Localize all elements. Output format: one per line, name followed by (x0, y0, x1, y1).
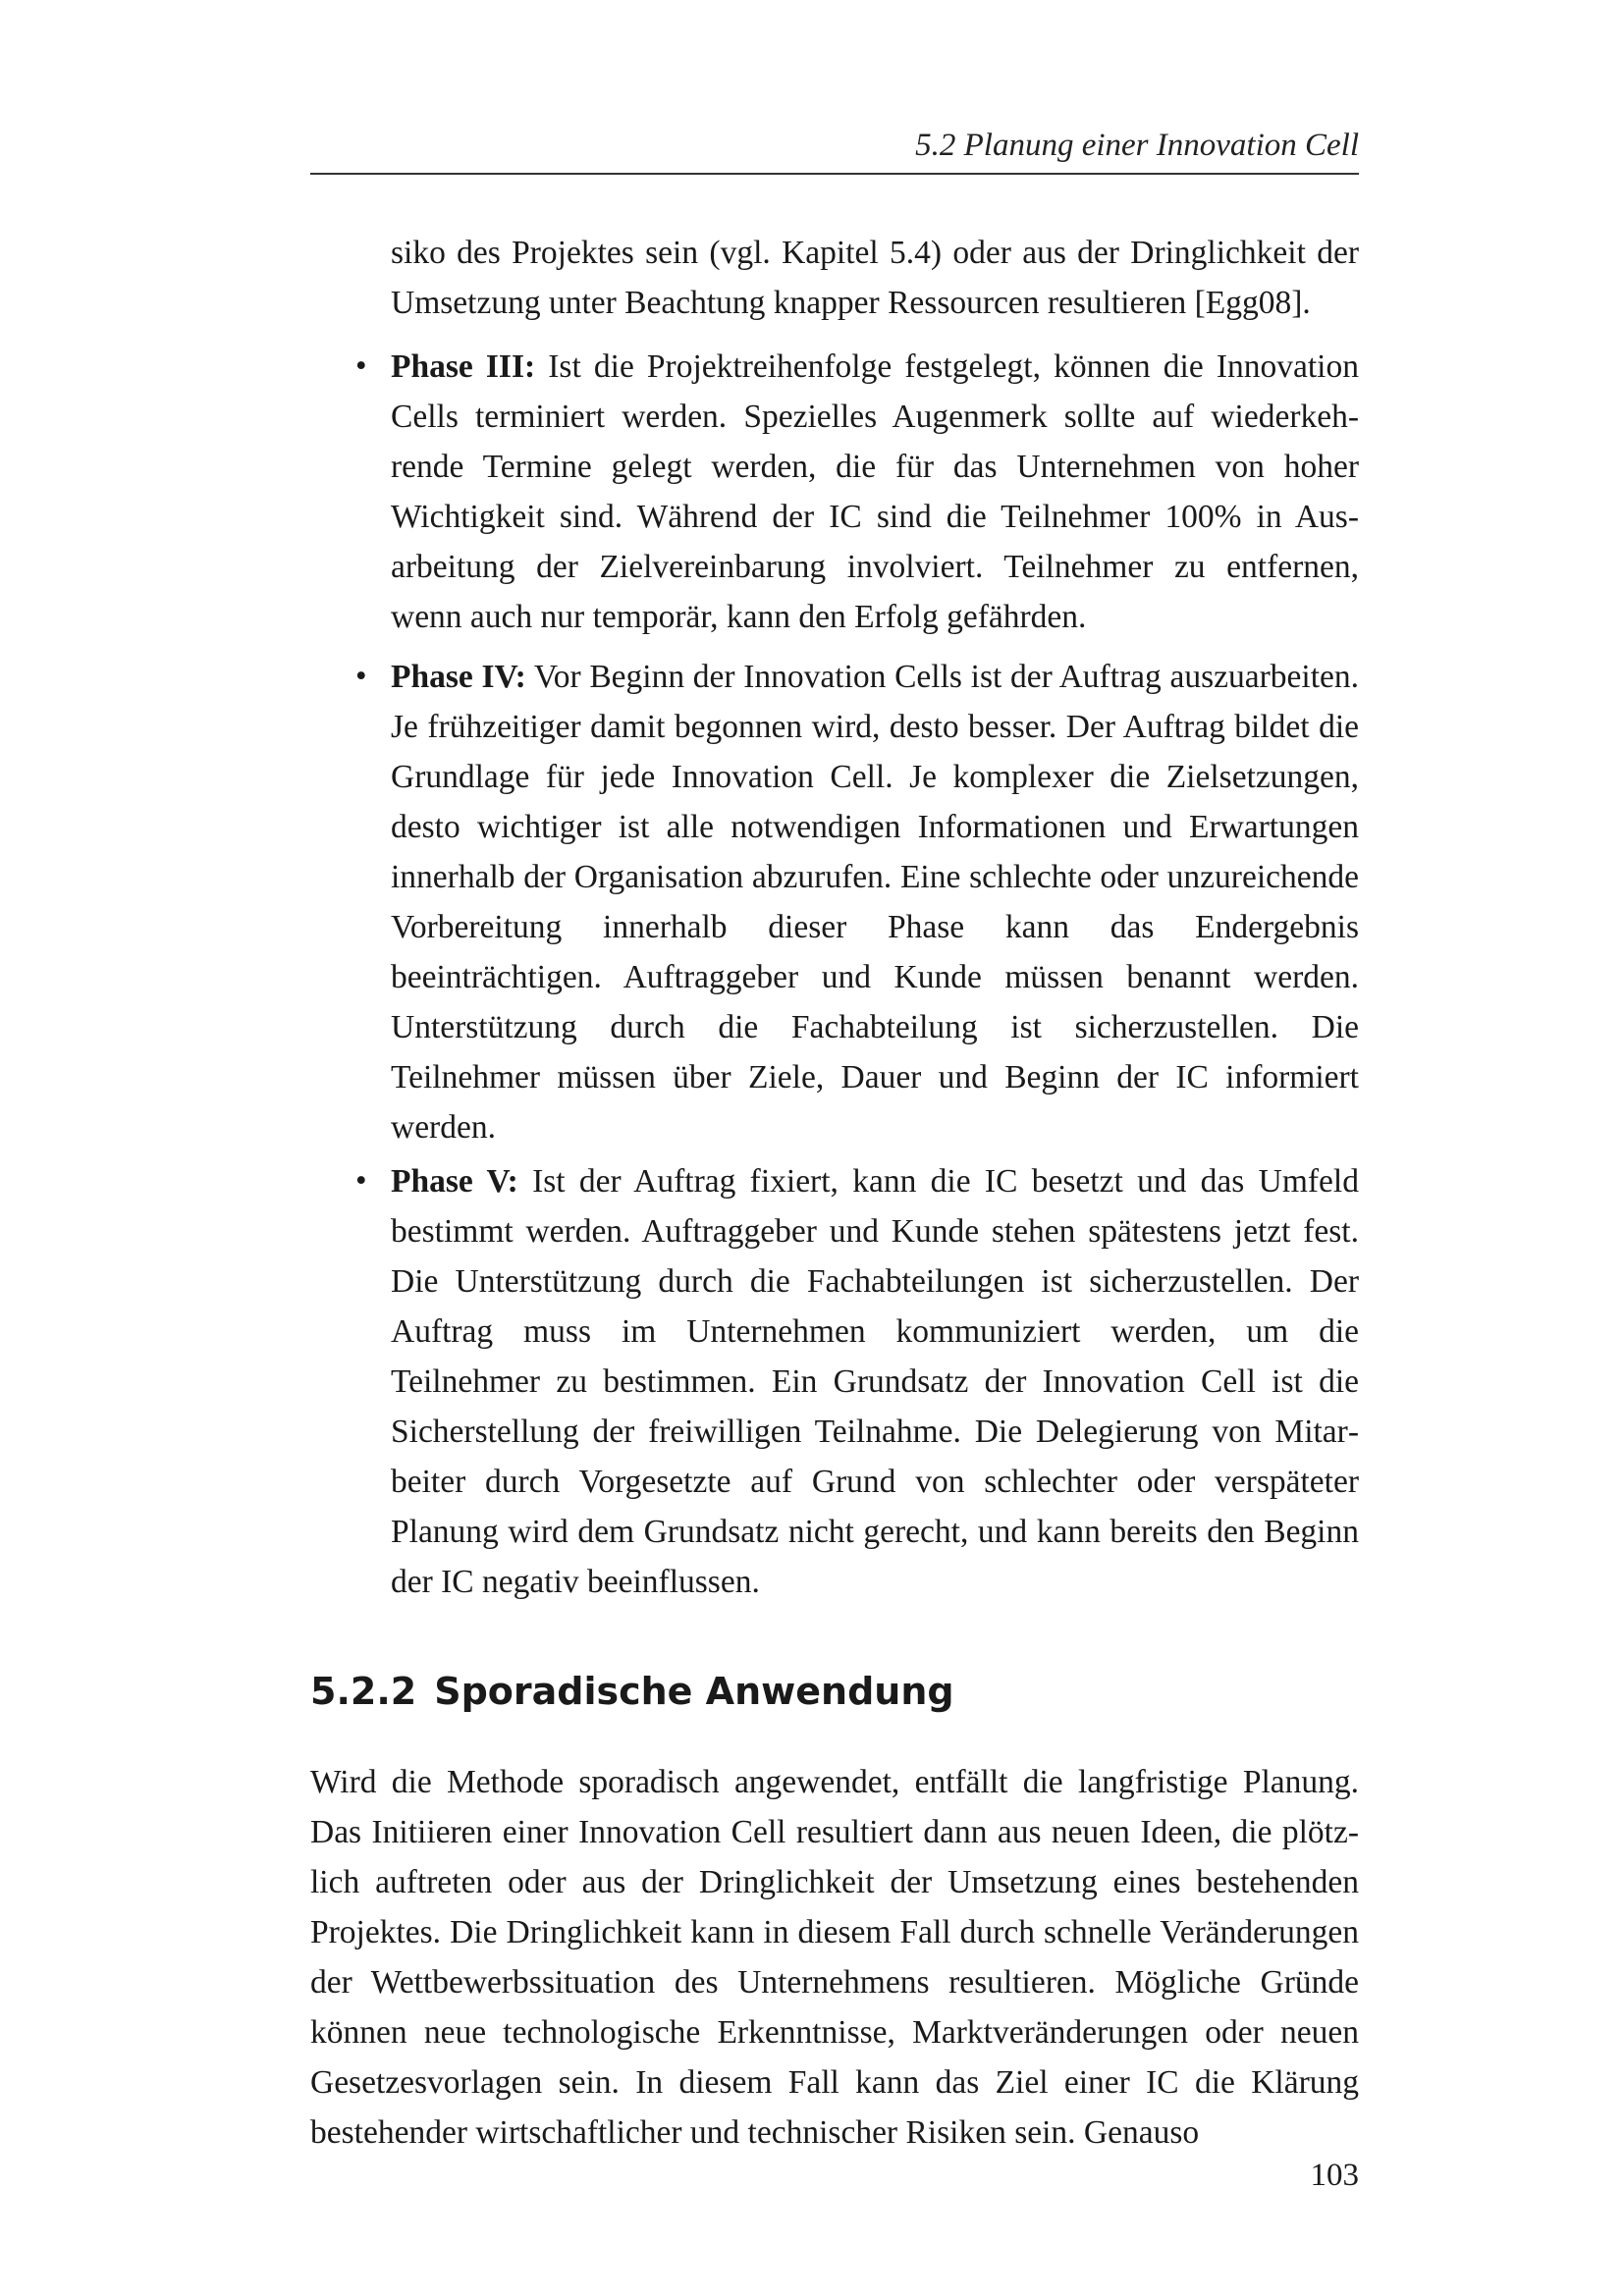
list-item-phase-3 (355, 342, 1359, 642)
phase-3-text: Ist die Projektreihenfolge festgelegt, können die Innovation Cells terminiert werden. Spezielles Augenmerk sollte auf wiederkehrende Termine gelegt werden, die für das Unternehmen von hoher Wichtigkeit sind. Während der IC sind die Teilnehmer 100% in Ausarbeitung der Zielvereinbarung involviert. Teilnehmer zu entfernen, wenn auch nur temporär, kann den Erfolg gefährden. (391, 348, 1359, 635)
section-title: Sporadische Anwendung (434, 1670, 954, 1713)
section-paragraph: Wird die Methode sporadisch angewendet, entfällt die langfristige Planung. Das Initiieren einer Innovation Cell resultiert dann aus neuen Ideen, die plötzlich auftreten oder aus der Dringlichkeit der Umsetzung eines bestehenden Projektes. Die Dringlichkeit kann in diesem Fall durch schnelle Veränderungen der Wettbewerbssituation des Unternehmens resultieren. Mögliche Gründe können neue technologische Erkenntnisse, Marktveränderungen oder neuen Gesetzesvorlagen sein. In diesem Fall kann das Ziel einer IC die Klärung bestehender wirtschaftlicher und technischer Risiken sein. Genauso (310, 1764, 1359, 2151)
bullet-icon: • (355, 659, 367, 694)
section-number: 5.2.2 (310, 1670, 417, 1713)
list-item-phase-4 (355, 652, 1359, 1152)
phase-list (355, 652, 1359, 1152)
continuation-paragraph: siko des Projektes sein (vgl. Kapitel 5.4) oder aus der Dringlichkeit der Umsetzung unter Beachtung knapper Ressourcen resultieren [Egg08]. (391, 235, 1359, 321)
list-item-phase-5 (355, 1156, 1359, 1607)
phase-5-label: Phase V: (391, 1163, 518, 1200)
phase-5-paragraph (391, 1156, 1359, 1607)
phase-3-paragraph (391, 342, 1359, 642)
phase-4-label: Phase IV: (391, 659, 526, 695)
page-number: 103 (1310, 2158, 1359, 2193)
bullet-icon: • (355, 348, 367, 384)
phase-5-text: Ist der Auftrag fixiert, kann die IC besetzt und das Umfeld bestimmt werden. Auftraggeber und Kunde stehen spätestens jetzt fest. Die Unterstützung durch die Fachabteilungen ist sicherzustellen. Der Auftrag muss im Unternehmen kommuniziert werden, um die Teilnehmer zu bestimmen. Ein Grundsatz der Innovation Cell ist die Sicherstellung der freiwilligen Teilnahme. Die Delegierung von Mitarbeiter durch Vorgesetzte auf Grund von schlechter oder verspäteter Planung wird dem Grundsatz nicht gerecht, und kann bereits den Beginn der IC negativ beeinflussen. (391, 1163, 1359, 1600)
phase-4-paragraph (391, 652, 1359, 1152)
running-header: 5.2 Planung einer Innovation Cell (915, 128, 1359, 163)
phase-3-label: Phase III: (391, 348, 536, 385)
header-rule (310, 173, 1359, 175)
phase-list (355, 342, 1359, 642)
section-heading (310, 1667, 954, 1716)
bullet-icon: • (355, 1163, 367, 1199)
phase-list (355, 1156, 1359, 1607)
phase-4-text: Vor Beginn der Innovation Cells ist der Auftrag auszuarbeiten. Je frühzeitiger damit begonnen wird, desto besser. Der Auftrag bildet die Grundlage für jede Innovation Cell. Je komplexer die Zielsetzungen, desto wichtiger ist alle notwendigen Informationen und Erwartungen innerhalb der Organisation abzurufen. Eine schlechte oder unzureichende Vorbereitung innerhalb dieser Phase kann das Endergebnis beeinträchtigen. Auftraggeber und Kunde müssen benannt werden. Unterstützung durch die Fachabteilung ist sicherzustellen. Die Teilnehmer müssen über Ziele, Dauer und Beginn der IC informiert werden. (391, 659, 1359, 1146)
